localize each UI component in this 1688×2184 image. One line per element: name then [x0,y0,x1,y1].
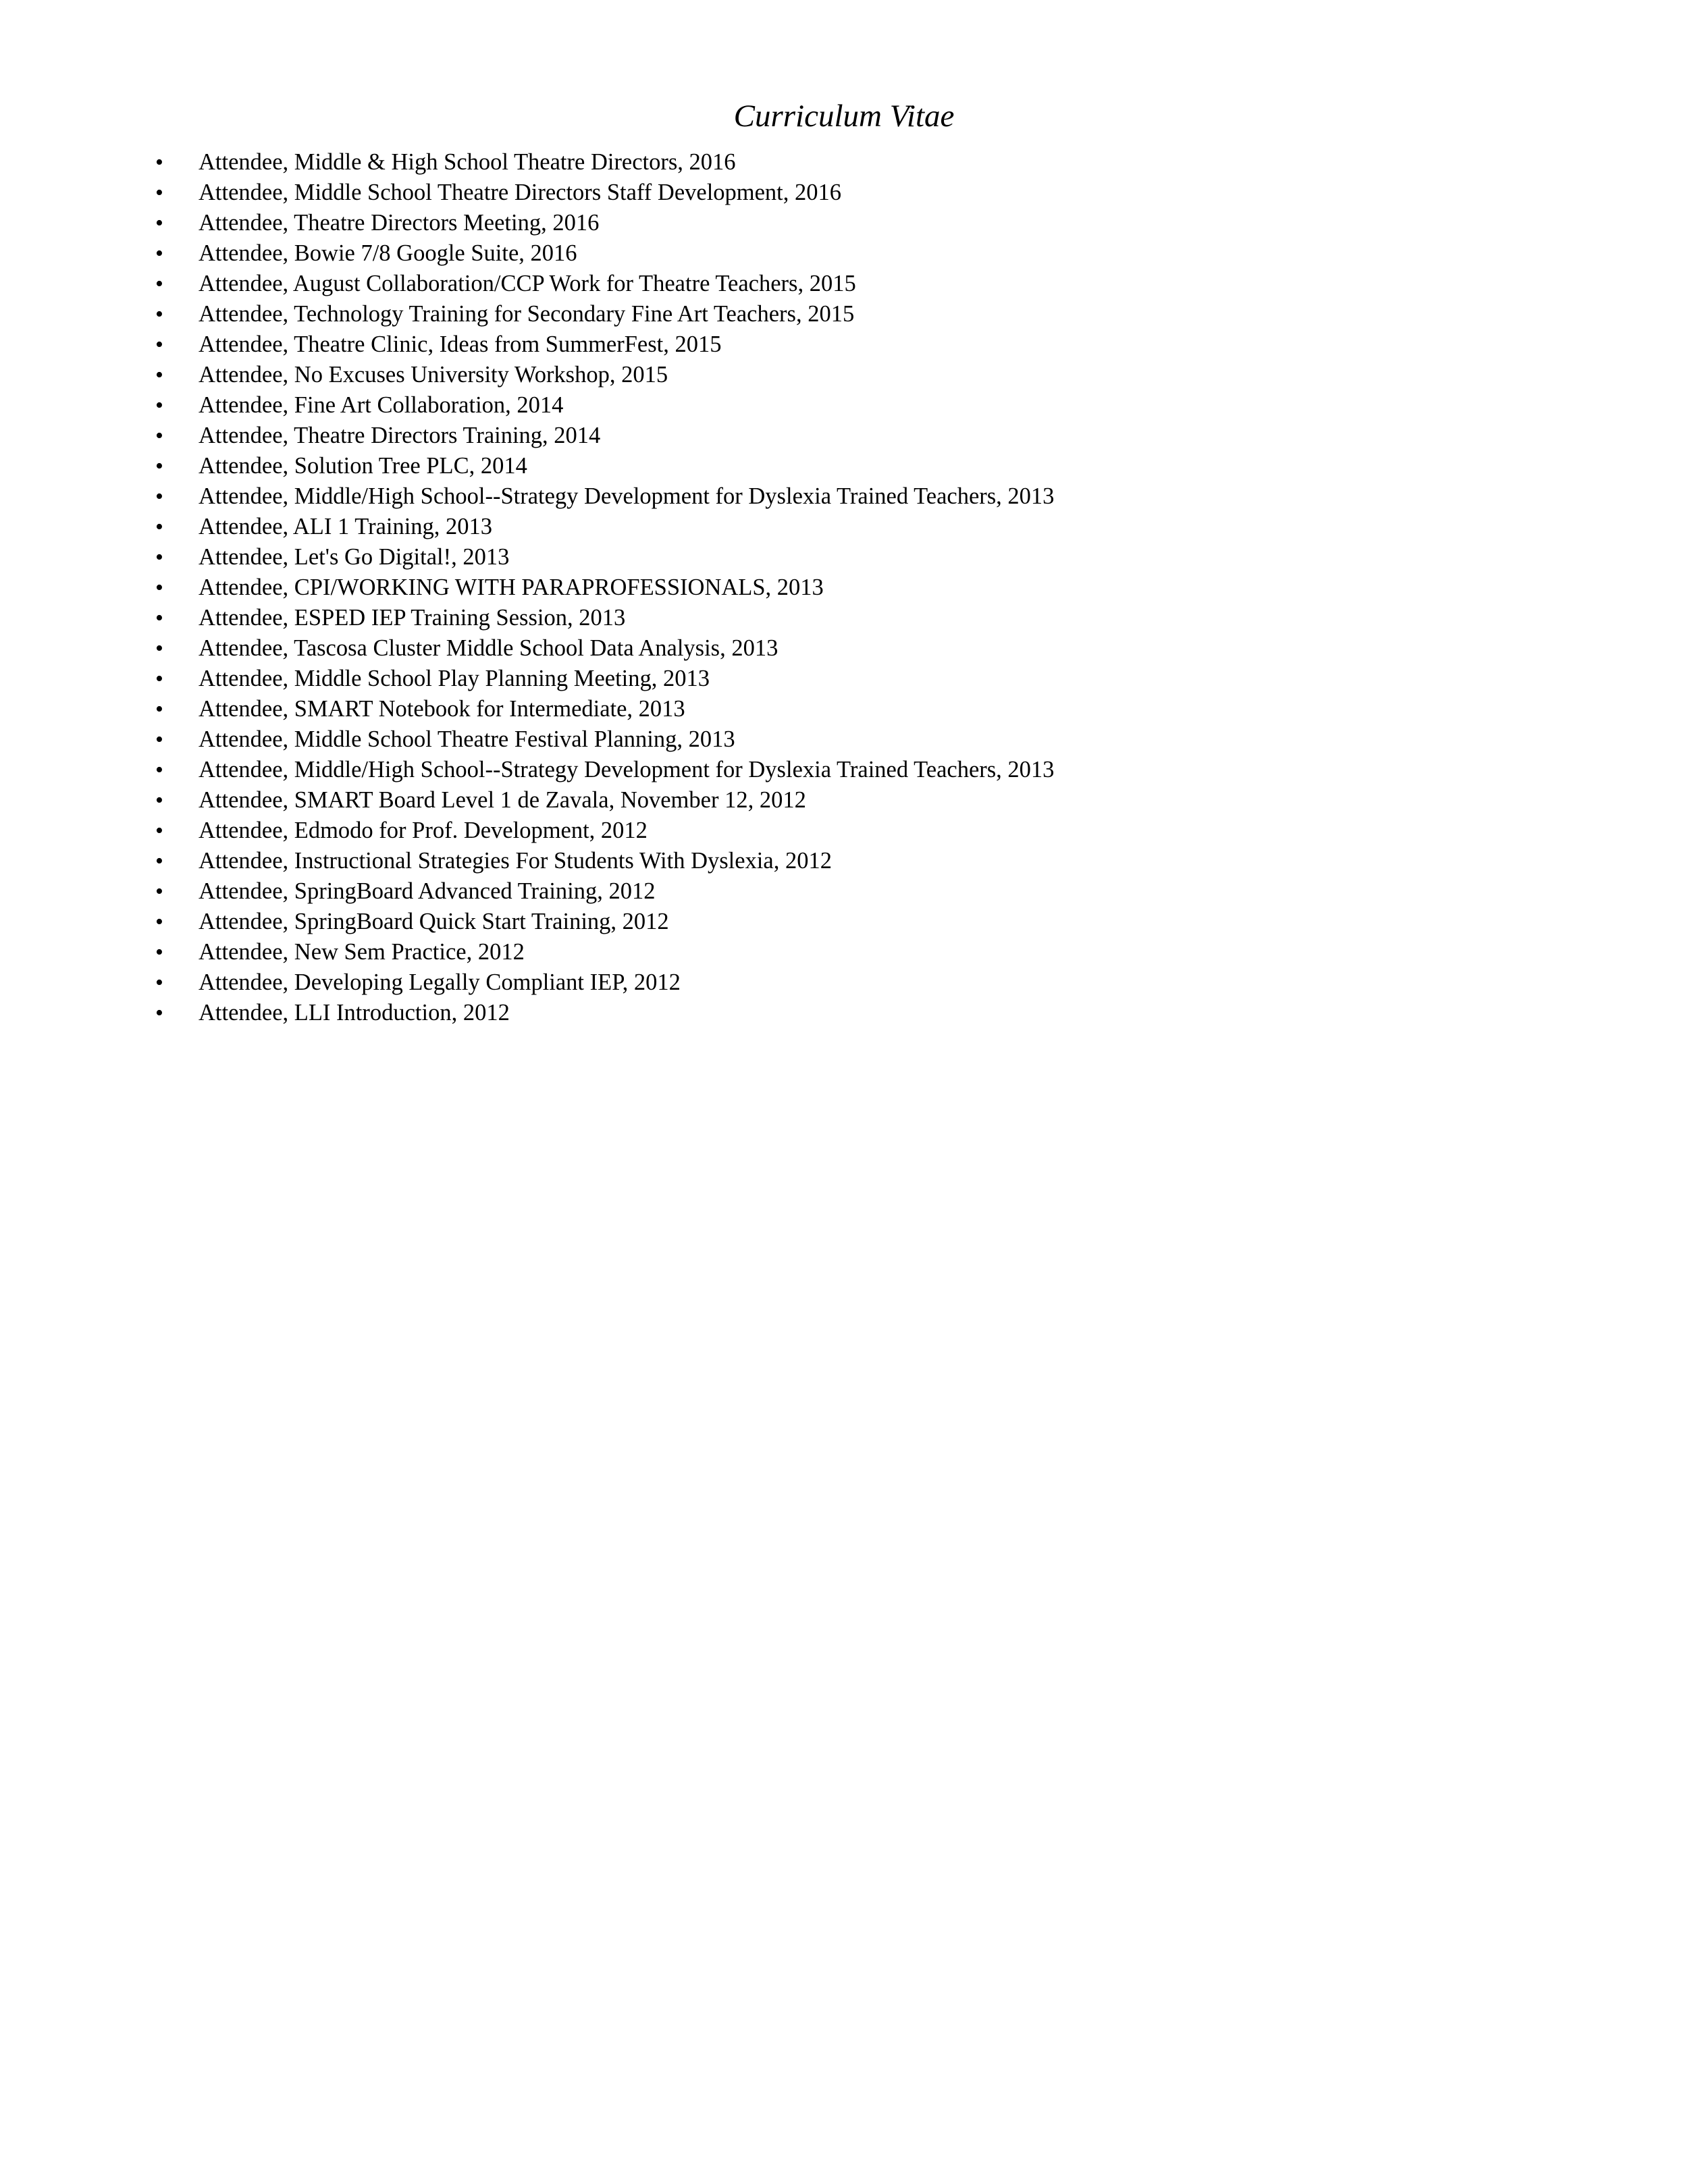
list-item-text: Attendee, Developing Legally Compliant IEP, 2012 [199,969,681,995]
list-item-text: Attendee, Middle School Play Planning Meeting, 2013 [199,666,710,691]
list-item-text: Attendee, Middle School Theatre Directors Staff Development, 2016 [199,180,842,205]
bullet-icon: • [155,180,163,205]
bullet-icon: • [155,241,163,266]
list-item-text: Attendee, Middle School Theatre Festival Planning, 2013 [199,726,735,752]
list-item-text: Attendee, Theatre Directors Meeting, 2016 [199,210,600,236]
bullet-icon: • [155,363,163,388]
list-item-text: Attendee, Tascosa Cluster Middle School Data Analysis, 2013 [199,635,779,661]
list-item-text: Attendee, No Excuses University Workshop, 2015 [199,362,668,388]
list-item-text: Attendee, Fine Art Collaboration, 2014 [199,392,564,418]
list-item-text: Attendee, SpringBoard Advanced Training, 2012 [199,878,656,904]
list-item-text: Attendee, ESPED IEP Training Session, 2013 [199,605,626,631]
bullet-icon: • [155,909,163,934]
bullet-icon: • [155,393,163,418]
bullet-icon: • [155,514,163,539]
bullet-icon: • [155,879,163,904]
bullet-icon: • [155,849,163,874]
list-item-text: Attendee, August Collaboration/CCP Work for Theatre Teachers, 2015 [199,271,856,296]
page-title: Curriculum Vitae [733,99,955,134]
bullet-icon: • [155,423,163,448]
list-item-text: Attendee, CPI/WORKING WITH PARAPROFESSIONALS, 2013 [199,575,824,600]
bullet-icon: • [155,757,163,782]
list-item-text: Attendee, Solution Tree PLC, 2014 [199,453,527,479]
bullet-icon: • [155,1001,163,1026]
bullet-icon: • [155,697,163,722]
bullet-icon: • [155,666,163,691]
list-item-text: Attendee, SpringBoard Quick Start Training, 2012 [199,909,669,934]
list-item-text: Attendee, ALI 1 Training, 2013 [199,514,493,539]
list-item-text: Attendee, Edmodo for Prof. Development, 2012 [199,818,648,843]
bullet-icon: • [155,271,163,296]
list-item-text: Attendee, Middle/High School--Strategy Development for Dyslexia Trained Teachers, 2013 [199,483,1055,509]
list-item-text: Attendee, Let's Go Digital!, 2013 [199,544,510,570]
bullet-icon: • [155,545,163,570]
bullet-icon: • [155,606,163,631]
list-item-text: Attendee, SMART Notebook for Intermediate, 2013 [199,696,685,722]
bullet-icon: • [155,484,163,509]
list-item-text: Attendee, New Sem Practice, 2012 [199,939,525,965]
list-item-text: Attendee, Bowie 7/8 Google Suite, 2016 [199,240,577,266]
list-item-text: Attendee, Middle & High School Theatre Directors, 2016 [199,149,736,175]
bullet-icon: • [155,818,163,843]
list-item-text: Attendee, SMART Board Level 1 de Zavala, November 12, 2012 [199,787,806,813]
bullet-icon: • [155,788,163,813]
bullet-icon: • [155,727,163,752]
bullet-icon: • [155,211,163,236]
list-item-text: Attendee, Theatre Clinic, Ideas from SummerFest, 2015 [199,331,722,357]
list-item-text: Attendee, Theatre Directors Training, 2014 [199,423,601,448]
bullet-icon: • [155,454,163,479]
bullet-icon: • [155,332,163,357]
bullet-icon: • [155,575,163,600]
bullet-icon: • [155,302,163,327]
bullet-icon: • [155,636,163,661]
list-item-text: Attendee, LLI Introduction, 2012 [199,1000,510,1026]
bullet-icon: • [155,940,163,965]
list-item-text: Attendee, Technology Training for Secondary Fine Art Teachers, 2015 [199,301,855,327]
bullet-icon: • [155,970,163,995]
list-item-text: Attendee, Instructional Strategies For Students With Dyslexia, 2012 [199,848,832,874]
bullet-icon: • [155,150,163,175]
list-item-text: Attendee, Middle/High School--Strategy Development for Dyslexia Trained Teachers, 2013 [199,757,1055,782]
